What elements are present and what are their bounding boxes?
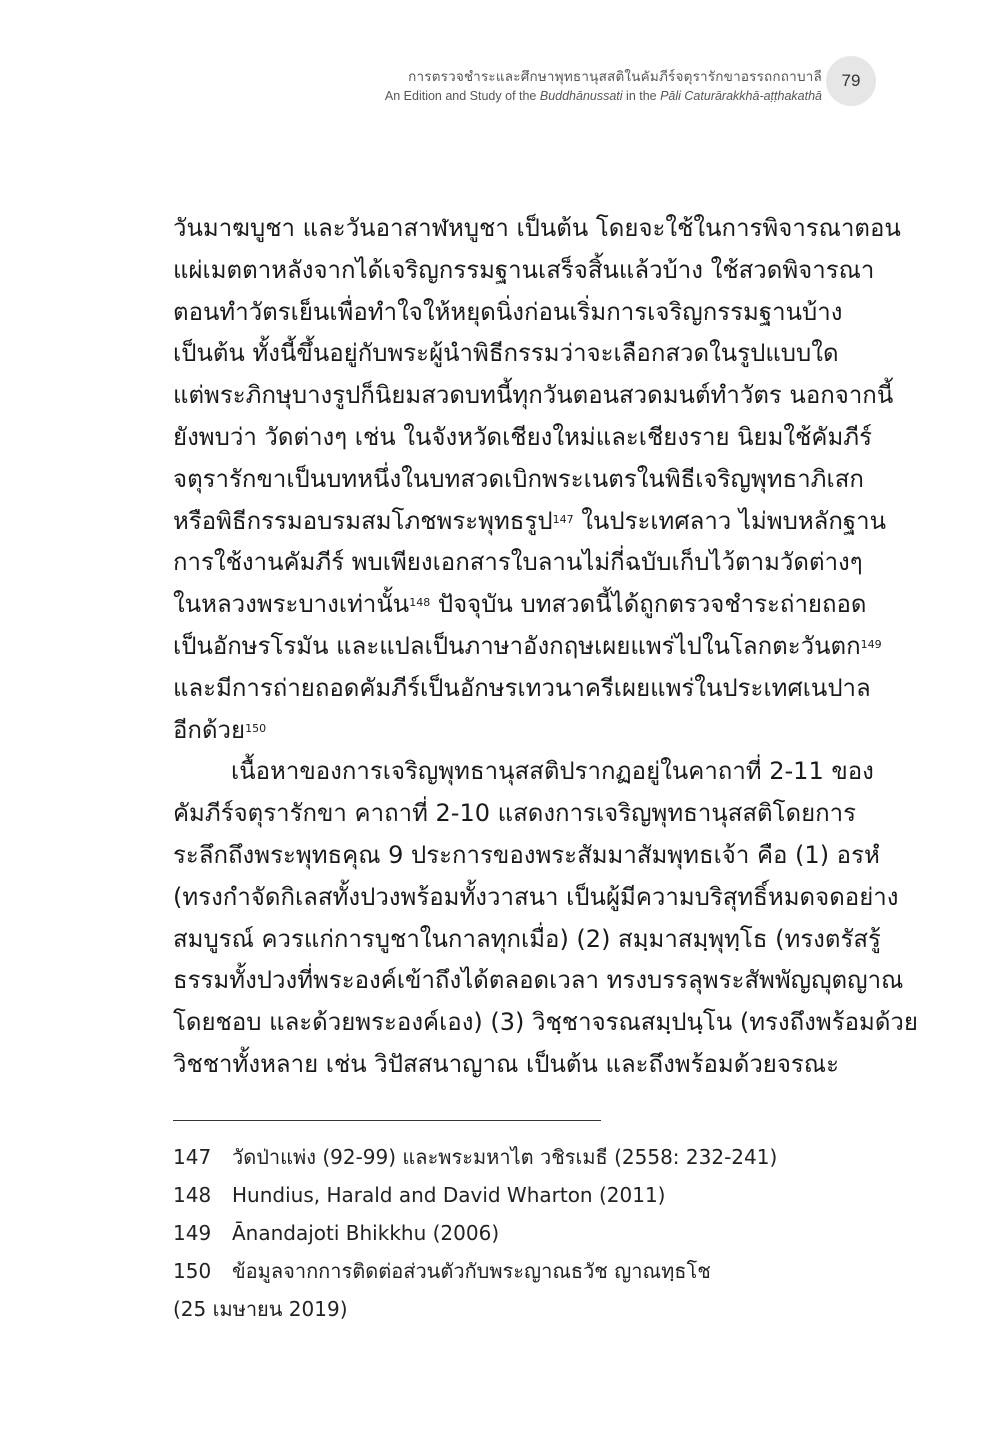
text-line: เป็นต้น ทั้งนี้ขึ้นอยู่กับพระผู้นำพิธีกรรมว่าจะเลือกสวดในรูปแบบใด [173, 339, 839, 368]
footnote-number: 148 [173, 1183, 212, 1207]
footnote-ref-147[interactable]: 147 [552, 512, 574, 526]
footnote-147 [173, 1138, 873, 1176]
footnote-150-continuation: (25 เมษายน 2019) [173, 1297, 348, 1321]
text-line: แผ่เมตตาหลังจากได้เจริญกรรมฐานเสร็จสิ้นแล้วบ้าง ใช้สวดพิจารณา [173, 255, 875, 284]
footnote-text: วัดป่าแพ่ง (92-99) และพระมหาไต วชิรเมธี (2558: 232-241) [232, 1145, 778, 1169]
footnote-number: 147 [173, 1145, 212, 1169]
text-line: แต่พระภิกษุบางรูปก็นิยมสวดบทนี้ทุกวันตอนสวดมนต์ทำวัตร นอกจากนี้ [173, 381, 894, 410]
running-header [385, 68, 822, 106]
footnote-ref-149[interactable]: 149 [860, 637, 882, 651]
header-en-italic-source: Pāli Caturārakkhā-aṭṭhakathā [660, 89, 822, 103]
footnotes [173, 1138, 873, 1328]
page-number: 79 [826, 56, 876, 106]
footnote-text: Hundius, Harald and David Wharton (2011) [232, 1183, 666, 1207]
footnote-ref-150[interactable]: 150 [245, 721, 267, 735]
text-line: ยังพบว่า วัดต่างๆ เช่น ในจังหวัดเชียงใหม่และเชียงราย นิยมใช้คัมภีร์ [173, 422, 873, 451]
text-line: จตุรารักขาเป็นบทหนึ่งในบทสวดเบิกพระเนตรในพิธีเจริญพุทธาภิเสก [173, 464, 864, 493]
text-line: ธรรมทั้งปวงที่พระองค์เข้าถึงได้ตลอดเวลา ทรงบรรลุพระสัพพัญญุตญาณ [173, 966, 904, 995]
text-line: วิชชาทั้งหลาย เช่น วิปัสสนาญาณ เป็นต้น และถึงพร้อมด้วยจรณะ [173, 1049, 839, 1078]
text-line: และมีการถ่ายถอดคัมภีร์เป็นอักษรเทวนาครีเผยแพร่ในประเทศเนปาล [173, 673, 871, 702]
main-body-text [173, 208, 918, 1086]
text-line: ตอนทำวัตรเย็นเพื่อทำใจให้หยุดนิ่งก่อนเริ่มการเจริญกรรมฐานบ้าง [173, 297, 843, 326]
text-line: การใช้งานคัมภีร์ พบเพียงเอกสารใบลานไม่กี่ฉบับเก็บไว้ตามวัดต่างๆ [173, 548, 863, 577]
text-line: คัมภีร์จตุรารักขา คาถาที่ 2-10 แสดงการเจริญพุทธานุสสติโดยการ [173, 799, 857, 828]
text-line: ระลึกถึงพระพุทธคุณ 9 ประการของพระสัมมาสัมพุทธเจ้า คือ (1) อรหํ [173, 840, 880, 869]
footnote-148 [173, 1176, 873, 1214]
header-en-mid: in the [622, 89, 661, 103]
footnote-ref-148[interactable]: 148 [409, 596, 431, 610]
text-segment: ในหลวงพระบางเท่านั้น [173, 590, 410, 619]
footnote-text: ข้อมูลจากการติดต่อส่วนตัวกับพระญาณธวัช ญาณทฺธโช [232, 1259, 711, 1283]
header-en-italic-buddhanussati: Buddhānussati [539, 89, 623, 103]
footnote-text: Ānandajoti Bhikkhu (2006) [232, 1221, 500, 1245]
footnote-number: 150 [173, 1259, 212, 1283]
text-segment: อีกด้วย [173, 715, 246, 744]
text-line: (ทรงกำจัดกิเลสทั้งปวงพร้อมทั้งวาสนา เป็นผู้มีความบริสุทธิ์หมดจดอย่าง [173, 882, 899, 911]
footnote-150 [173, 1252, 873, 1290]
text-line: สมบูรณ์ ควรแก่การบูชาในกาลทุกเมื่อ) (2) สมฺมาสมฺพุทฺโธ (ทรงตรัสรู้ [173, 924, 881, 953]
header-title-english [385, 87, 822, 106]
text-line: เนื้อหาของการเจริญพุทธานุสสติปรากฏอยู่ในคาถาที่ 2-11 ของ [231, 757, 874, 786]
text-segment: ปัจจุบัน บทสวดนี้ได้ถูกตรวจชำระถ่ายถอด [430, 590, 867, 619]
text-line [173, 626, 882, 668]
text-line [173, 710, 859, 752]
footnote-number: 149 [173, 1221, 212, 1245]
text-line: วันมาฆบูชา และวันอาสาฬหบูชา เป็นต้น โดยจะใช้ในการพิจารณาตอน [173, 214, 901, 242]
header-en-prefix: An Edition and Study of the [384, 89, 540, 103]
text-line [173, 501, 887, 543]
text-segment: หรือพิธีกรรมอบรมสมโภชพระพุทธรูป [173, 506, 553, 535]
paragraph-1 [173, 208, 901, 751]
text-segment: ในประเทศลาว ไม่พบหลักฐาน [573, 506, 887, 535]
footnote-separator [173, 1120, 601, 1121]
header-title-thai: การตรวจชำระและศึกษาพุทธานุสสติในคัมภีร์จตุรารักขาอรรถกถาบาลี [408, 69, 822, 85]
text-segment: เป็นอักษรโรมัน และแปลเป็นภาษาอังกฤษเผยแพร่ไปในโลกตะวันตก [173, 631, 861, 660]
text-line: โดยชอบ และด้วยพระองค์เอง) (3) วิชฺชาจรณสมฺปนฺโน (ทรงถึงพร้อมด้วย [173, 1008, 918, 1037]
text-line [173, 584, 867, 626]
footnote-149 [173, 1214, 873, 1252]
paragraph-2 [173, 751, 918, 1085]
